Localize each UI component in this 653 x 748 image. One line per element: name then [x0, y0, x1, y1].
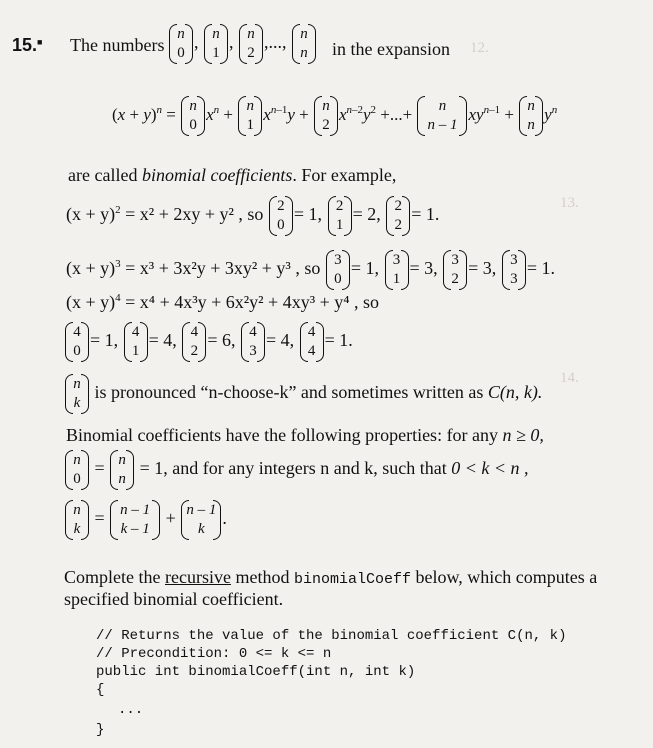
complete-text: Complete the recursive method binomialCoeff below, which computes a	[64, 567, 598, 588]
code-line-3: public int binomialCoeff(int n, int k)	[96, 664, 416, 680]
called-text: are called binomial coefficients. For example,	[68, 165, 397, 185]
example-power-2: $(x + y)^2 = x^2 + 2xy + y^2$ , so 2 0 = 1, 2 1 = 2, 2 2 = 1.	[66, 196, 439, 236]
properties-equation-2: n k = n – 1 k – 1 + n – 1 k .	[64, 500, 227, 540]
code-line-6: }	[96, 722, 105, 738]
problem-number: 15.■	[12, 35, 43, 55]
bleed-through-text: 14.	[560, 370, 579, 386]
properties-text: Binomial coefficients have the following properties: for any n ≥ 0,	[66, 425, 544, 445]
intro-text-post: in the expansion	[332, 39, 450, 59]
example-power-3: $(x + y)^3 = x^3 + 3x^2y + 3xy^2 + y^3$ , so 3 0 = 1, 3 1 = 3, 3 2 = 3, 3 3 = 1.	[66, 250, 555, 290]
intro-binomials: n 0 , n 1 , n 2 ,..., n n	[168, 24, 317, 64]
bleed-through-text: 12.	[470, 40, 489, 56]
code-line-4: {	[96, 682, 105, 698]
code-line-2: // Precondition: 0 <= k <= n	[96, 646, 332, 662]
expansion-formula: $(x + y)^n$ = n 0 $x^n$ + n 1 $x^{n-1}y$ + n 2 $x^{n-2}y^2$ +...+ n n – 1 $xy^{n-1}$ + n n $y^n$	[112, 96, 557, 136]
code-line-1: // Returns the value of the binomial coefficient C(n, k)	[96, 628, 567, 644]
example-power-4: $(x + y)^4 = x^4 + 4x^3y + 6x^2y^2 + 4xy^3 + y^4$ , so	[66, 292, 380, 312]
example-power-4-values: 4 0 = 1, 4 1 = 4, 4 2 = 6, 4 3 = 4, 4 4 = 1.	[64, 322, 353, 362]
complete-text-2: specified binomial coefficient.	[64, 589, 284, 609]
properties-equation-1: n 0 = n n = 1, and for any integers n and k, such that 0 < k < n ,	[64, 450, 529, 490]
intro-text: The numbers	[70, 35, 165, 55]
pronounced-text: n k is pronounced “n-choose-k” and sometimes written as C(n, k).	[64, 374, 542, 414]
code-line-5: ...	[118, 702, 144, 718]
bleed-through-text: 13.	[560, 195, 579, 211]
